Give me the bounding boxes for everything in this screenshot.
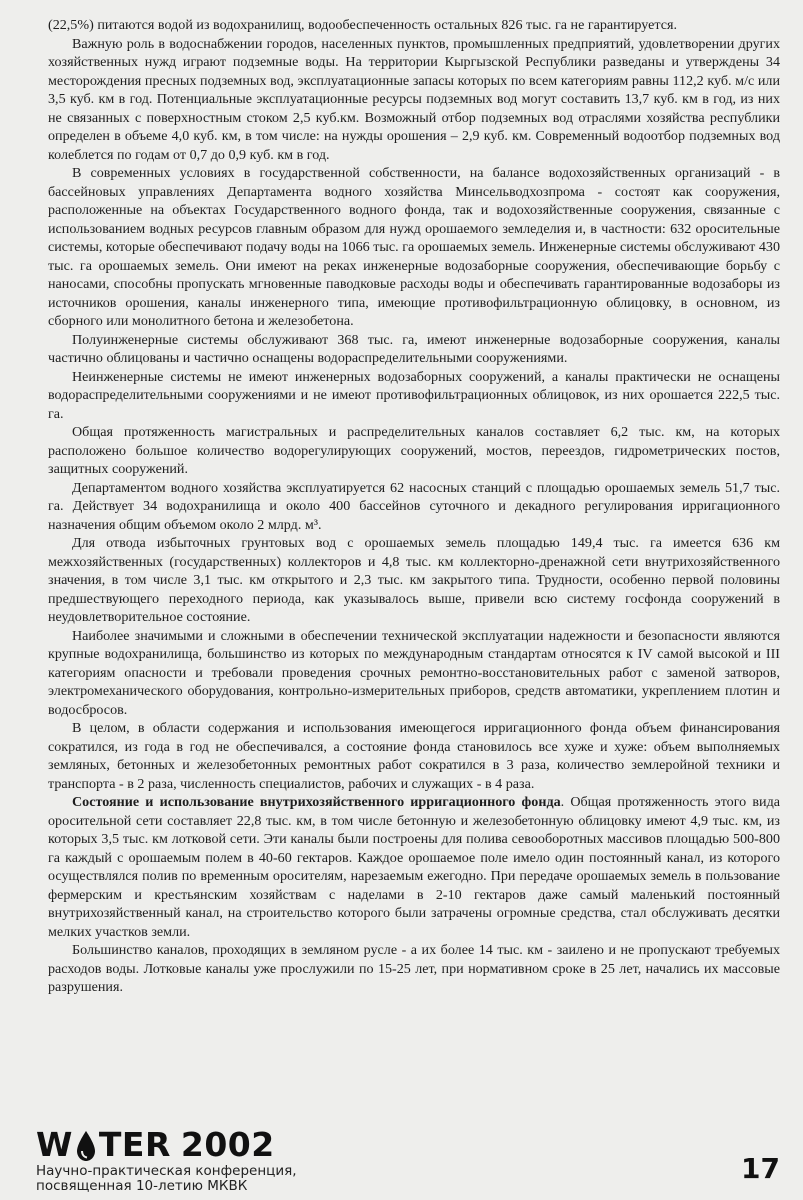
page-number: 17 [741, 1152, 780, 1185]
paragraph-10: В целом, в области содержания и использования имеющегося ирригационного фонда объем финансирования сократился, из года в год не обеспечивался, а состояние фонда становилось все хуже и хуже: объем выполняемых земляных, бетонных и железобетонных ремонтных работ сократился в 3 раза, количество землеройной техники и транспорта - в 2 раза, численность специалистов, рабочих и служащих - в 4 раза. [48, 720, 780, 792]
paragraph-8: Для отвода избыточных грунтовых вод с орошаемых земель площадью 149,4 тыс. га имеется 636 км межхозяйственных (государственных) коллекторов и 4,8 тыс. км коллекторно-дренажной сети внутрихозяйственного значения, в том числе 3,1 тыс. км открытого и 2,3 тыс. км закрытого типа. Трудности, особенно первой половины предшествующего переходного периода, как указывалось выше, привели всю систему госфонда сооружений в неудовлетворительное состояние. [48, 535, 780, 625]
section-heading: Состояние и использование внутрихозяйственного ирригационного фонда [72, 794, 561, 810]
article-body [48, 16, 780, 997]
paragraph-6: Общая протяженность магистральных и распределительных каналов составляет 6,2 тыс. км, на которых расположено большое количество водорегулирующих сооружений, мостов, переездов, гидрометрических постов, защитных сооружений. [48, 424, 780, 477]
paragraph-11 [48, 793, 780, 941]
logo-letter-w: W [36, 1125, 73, 1164]
paragraph-5: Неинженерные системы не имеют инженерных водозаборных сооружений, а каналы практически не оснащены водораспределительными сооружениями и не имеют противофильтрационных облицовок, из них орошается 222,5 тыс. га. [48, 368, 780, 422]
paragraph-9: Наиболее значимыми и сложными в обеспечении технической эксплуатации надежности и безопасности являются крупные водохранилища, большинство из которых по международным стандартам относятся к IV самой высокой и III категориям опасности и требовали проведения срочных ремонтно-восстановительных работ с заменой затворов, электромеханического оборудования, контрольно-измерительных приборов, средств автоматики, укреплением плотин и водосбросов. [48, 627, 780, 718]
logo-year: 2002 [180, 1125, 275, 1164]
water-drop-icon [75, 1130, 97, 1162]
conference-caption [36, 1164, 297, 1194]
paragraph-12: Большинство каналов, проходящих в земляном русле - а их более 14 тыс. км - заилено и не пропускают требуемых расходов воды. Лотковые каналы уже прослужили по 15-25 лет, при нормативном сроке в 25 лет, начались их массовые разрушения. [48, 942, 780, 995]
logo-letters-ter: TER [98, 1125, 171, 1164]
conference-line-2: посвященная 10-летию МКВК [36, 1178, 248, 1194]
paragraph-2: Важную роль в водоснабжении городов, населенных пунктов, промышленных предприятий, удовлетворении других хозяйственных нужд играют подземные воды. На территории Кыргызской Республики разведаны и утверждены 34 месторождения пресных подземных вод, эксплуатационные запасы которых по всем категориям равны 112,2 куб. м/с или 3,5 куб. км в год. Потенциальные эксплуатационные ресурсы подземных вод могут составить 13,7 куб. км в год, из них не связанных с поверхностным стоком 2,5 куб.км. Возможный отбор подземных вод отраслями хозяйства республики определен в объеме 4,0 куб. км, в том числе: на нужды орошения – 2,9 куб. км. Современный водоотбор подземных вод колеблется по годам от 0,7 до 0,9 куб. км в год. [48, 35, 780, 163]
paragraph-4: Полуинженерные системы обслуживают 368 тыс. га, имеют инженерные водозаборные сооружения, каналы частично облицованы и частично оснащены водораспределительными сооружениями. [48, 331, 780, 366]
page-footer [28, 1125, 788, 1194]
paragraph-11-text: . Общая протяженность этого вида оросительной сети составляет 22,8 тыс. км, в том числе бетонную и железобетонную облицовку имеют 4,9 тыс. км, из которых 3,5 тыс. км лотковой сети. Эти каналы были построены для полива севооборотных массивов площадью 500-800 га каждый с орошаемым полем в 40-60 гектаров. Каждое орошаемое поле имело один постоянный канал, из которого осуществлялся полив по временным оросителям, нарезаемым ежегодно. При передаче орошаемых земель в пользование фермерским и крестьянским хозяйствам с наделами в 2-10 гектаров даже самый маленький постоянный внутрихозяйственный канал, на строительство которого были затрачены огромные средства, стал обслуживать десятки мелких участков земли. [48, 794, 780, 940]
paragraph-7: Департаментом водного хозяйства эксплуатируется 62 насосных станций с площадью орошаемых земель 51,7 тыс. га. Действует 34 водохранилища и около 400 бассейнов суточного и декадного регулирования ирригационного назначения общим объемом около 2 млрд. м³. [48, 479, 780, 533]
paragraph-1: (22,5%) питаются водой из водохранилищ, водообеспеченность остальных 826 тыс. га не гарантируется. [48, 17, 677, 33]
conference-line-1: Научно-практическая конференция, [36, 1163, 297, 1179]
paragraph-3: В современных условиях в государственной собственности, на балансе водохозяйственных организаций - в бассейновых управлениях Департамента водного хозяйства Минсельводхозпрома - состоят как сооружения, расположенные на объектах Государственного водного фонда, так и водохозяйственные сооружения, связанные с использованием водных ресурсов главным образом для нужд орошаемого земледелия и, в частности: 632 оросительные системы, которые обеспечивают подачу воды на 1066 тыс. га орошаемых земель. Инженерные системы обслуживают 430 тыс. га орошаемых земель. Они имеют на реках инженерные водозаборные сооружения, обеспечивающие борьбу с наносами, способны пропускать мгновенные паводковые расходы воды и обеспечивать гарантированные водозаборы из источников орошения, каналы инженерного типа, имеющие противофильтрационную облицовку, в основном, из сборного или монолитного бетона и железобетона. [48, 165, 780, 329]
water-2002-logo [36, 1125, 275, 1164]
